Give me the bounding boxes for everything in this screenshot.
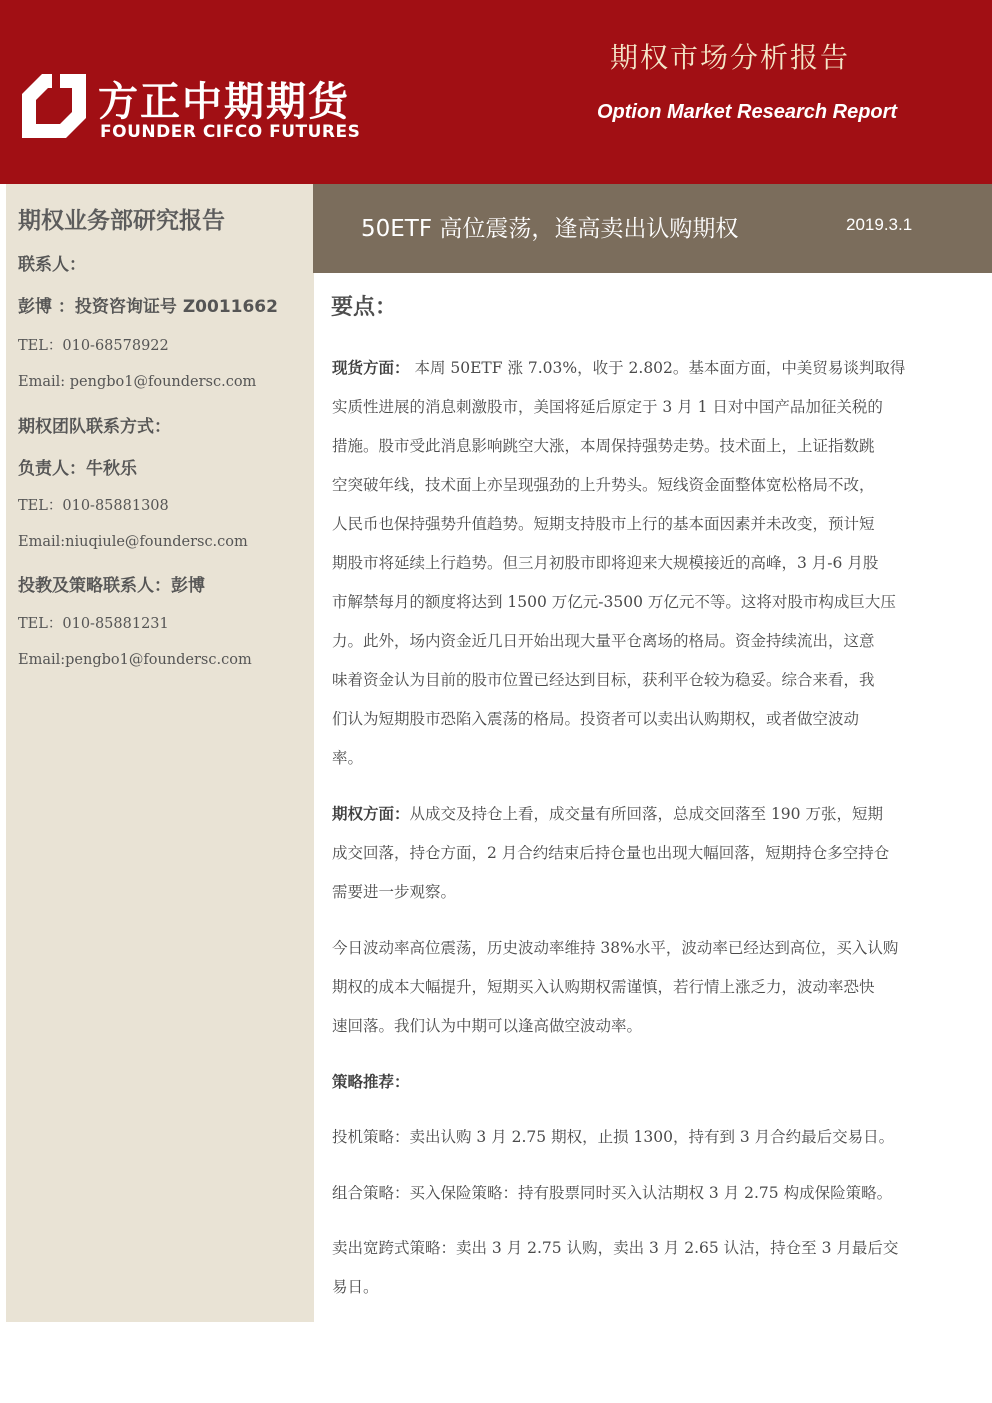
team-lead-tel: TEL：010-85881308	[18, 498, 169, 514]
education-contact-email[interactable]: Email:pengbo1@foundersc.com	[18, 652, 252, 668]
team-lead-email[interactable]: Email:niuqiule@foundersc.com	[18, 534, 248, 550]
spot-line: 率。	[332, 749, 364, 767]
option-line	[332, 803, 964, 825]
strategy-heading: 策略推荐：	[332, 1073, 410, 1091]
report-banner	[313, 184, 992, 273]
logo-english-name: FOUNDER CIFCO FUTURES	[100, 122, 361, 142]
volatility-line: 今日波动率高位震荡，历史波动率维持 38%水平，波动率已经达到高位，买入认购	[332, 939, 899, 957]
strategy-speculative: 投机策略：卖出认购 3 月 2.75 期权，止损 1300，持有到 3 月合约最后交易日。	[332, 1128, 895, 1146]
volatility-line: 期权的成本大幅提升，短期买入认购期权需谨慎，若行情上涨乏力，波动率恐快	[332, 978, 875, 996]
report-title-chinese: 期权市场分析报告	[610, 41, 851, 74]
key-points-heading: 要点：	[331, 295, 398, 320]
sidebar-heading: 期权业务部研究报告	[18, 208, 225, 234]
volatility-line: 速回落。我们认为中期可以逢高做空波动率。	[332, 1017, 643, 1035]
logo-chinese-name: 方正中期期货	[98, 79, 350, 125]
report-date: 2019.3.1	[846, 215, 913, 234]
founder-logo-icon	[22, 74, 86, 138]
spot-line: 人民币也保持强势升值趋势。短期支持股市上行的基本面因素并未改变，预计短	[332, 515, 875, 533]
strategy-strangle: 卖出宽跨式策略：卖出 3 月 2.75 认购，卖出 3 月 2.65 认沽，持仓至 3 月最后交	[332, 1239, 899, 1257]
spot-line: 期股市将延续上行趋势。但三月初股市即将迎来大规模接近的高峰，3 月-6 月股	[332, 554, 879, 572]
strategy-strangle-cont: 易日。	[332, 1278, 379, 1296]
spot-line	[332, 357, 964, 379]
report-title-english: Option Market Research Report	[597, 101, 898, 123]
spot-line: 味着资金认为目前的股市位置已经达到目标，获利平仓较为稳妥。综合来看，我	[332, 671, 875, 689]
spot-line: 力。此外，场内资金近几日开始出现大量平仓离场的格局。资金持续流出，这意	[332, 632, 875, 650]
spot-line: 空突破年线，技术面上亦呈现强劲的上升势头。短线资金面整体宽松格局不改，	[332, 476, 875, 494]
strategy-combination: 组合策略：买入保险策略：持有股票同时买入认沽期权 3 月 2.75 构成保险策略。	[332, 1184, 893, 1202]
contact-sidebar	[6, 184, 314, 1322]
analyst-name: 彭博 ：投资咨询证号 Z0011662	[18, 297, 278, 317]
spot-line: 市解禁每月的额度将达到 1500 万亿元-3500 万亿元不等。这将对股市构成巨大压	[332, 593, 896, 611]
education-contact-label: 投教及策略联系人：彭博	[18, 576, 205, 596]
option-section-label: 期权方面：	[332, 805, 410, 823]
spot-line: 实质性进展的消息刺激股市，美国将延后原定于 3 月 1 日对中国产品加征关税的	[332, 398, 883, 416]
spot-section-label: 现货方面：	[332, 359, 410, 377]
spot-line: 措施。股市受此消息影响跳空大涨，本周保持强势走势。技术面上，上证指数跳	[332, 437, 875, 455]
analyst-email[interactable]: Email: pengbo1@foundersc.com	[18, 374, 257, 390]
option-text: 从成交及持仓上看，成交量有所回落，总成交回落至 190 万张，短期	[409, 805, 883, 823]
contact-label: 联系人：	[18, 255, 86, 275]
analyst-tel: TEL：010-68578922	[18, 338, 169, 354]
team-lead-name: 负责人：牛秋乐	[18, 459, 137, 479]
option-line: 需要进一步观察。	[332, 883, 457, 901]
report-header	[0, 0, 992, 184]
education-contact-tel: TEL：010-85881231	[18, 616, 169, 632]
team-contact-label: 期权团队联系方式：	[18, 417, 171, 437]
spot-text: 本周 50ETF 涨 7.03%，收于 2.802。基本面方面，中美贸易谈判取得	[414, 359, 906, 377]
spot-line: 们认为短期股市恐陷入震荡的格局。投资者可以卖出认购期权，或者做空波动	[332, 710, 860, 728]
option-line: 成交回落，持仓方面，2 月合约结束后持仓量也出现大幅回落，短期持仓多空持仓	[332, 844, 890, 862]
report-headline: 50ETF 高位震荡，逢高卖出认购期权	[361, 216, 739, 242]
